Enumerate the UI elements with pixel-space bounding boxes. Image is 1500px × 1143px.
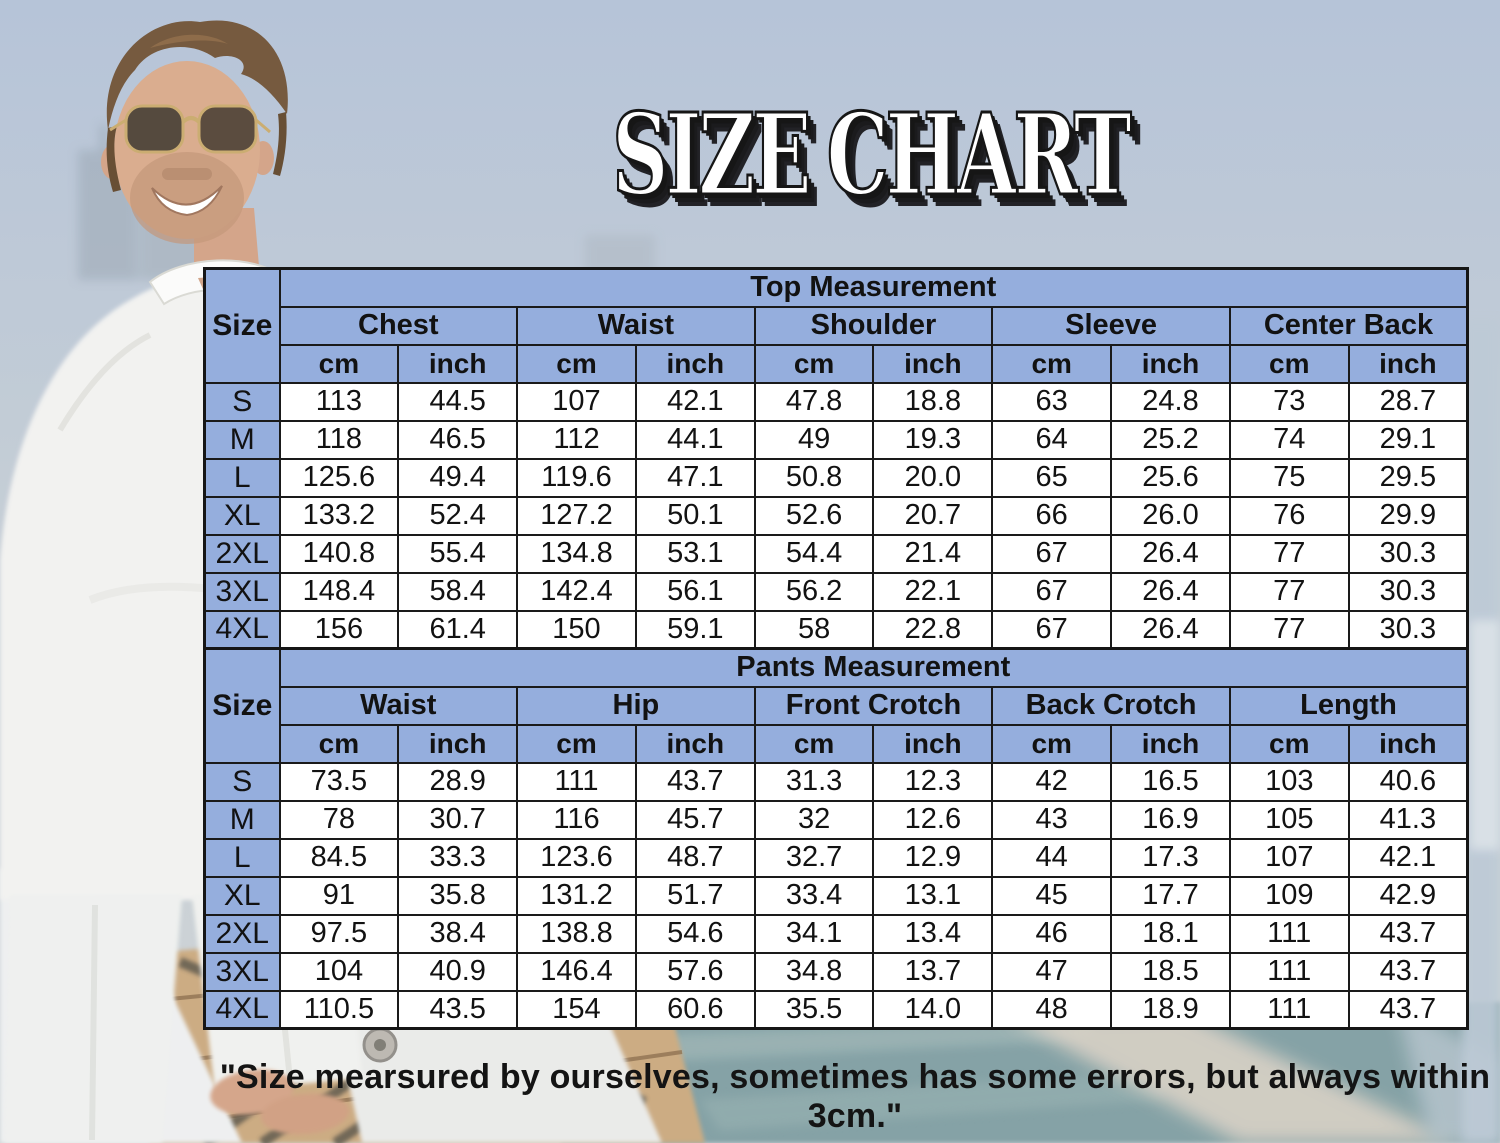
measurement-cell: 76	[1230, 497, 1349, 535]
measurement-cell: 116	[517, 801, 636, 839]
measurement-cell: 44.5	[398, 383, 517, 421]
measurement-cell: 22.8	[873, 611, 992, 649]
measurement-cell: 34.8	[755, 953, 874, 991]
table-row	[205, 839, 1468, 877]
unit-header-cm: cm	[992, 345, 1111, 383]
measurement-cell: 28.9	[398, 763, 517, 801]
measurement-cell: 73	[1230, 383, 1349, 421]
measurement-cell: 47.1	[636, 459, 755, 497]
measurement-cell: 138.8	[517, 915, 636, 953]
measurement-cell: 17.7	[1111, 877, 1230, 915]
group-header: Front Crotch	[755, 687, 993, 725]
group-header: Length	[1230, 687, 1468, 725]
measurement-cell: 29.5	[1349, 459, 1468, 497]
measurement-cell: 111	[1230, 953, 1349, 991]
unit-header-cm: cm	[517, 725, 636, 763]
measurement-cell: 52.4	[398, 497, 517, 535]
table-row	[205, 459, 1468, 497]
size-column-header: Size	[205, 649, 280, 763]
measurement-cell: 150	[517, 611, 636, 649]
measurement-cell: 46.5	[398, 421, 517, 459]
unit-header-inch: inch	[398, 345, 517, 383]
measurement-cell: 53.1	[636, 535, 755, 573]
measurement-cell: 73.5	[280, 763, 399, 801]
measurement-tables	[203, 267, 1469, 1030]
measurement-cell: 12.9	[873, 839, 992, 877]
size-cell: XL	[205, 877, 280, 915]
measurement-cell: 12.3	[873, 763, 992, 801]
measurement-cell: 75	[1230, 459, 1349, 497]
measurement-cell: 107	[517, 383, 636, 421]
measurement-cell: 66	[992, 497, 1111, 535]
group-header: Waist	[280, 687, 518, 725]
unit-row	[205, 345, 1468, 383]
measurement-cell: 43.7	[1349, 953, 1468, 991]
measurement-cell: 107	[1230, 839, 1349, 877]
measurement-cell: 45.7	[636, 801, 755, 839]
unit-header-inch: inch	[1111, 725, 1230, 763]
measurement-cell: 119.6	[517, 459, 636, 497]
size-cell: 2XL	[205, 535, 280, 573]
measurement-cell: 35.5	[755, 991, 874, 1029]
measurement-cell: 35.8	[398, 877, 517, 915]
size-cell: 4XL	[205, 991, 280, 1029]
table-row	[205, 991, 1468, 1029]
unit-header-inch: inch	[398, 725, 517, 763]
measurement-cell: 125.6	[280, 459, 399, 497]
measurement-cell: 64	[992, 421, 1111, 459]
measurement-cell: 74	[1230, 421, 1349, 459]
measurement-cell: 48	[992, 991, 1111, 1029]
measurement-cell: 49	[755, 421, 874, 459]
measurement-cell: 57.6	[636, 953, 755, 991]
measurement-cell: 42	[992, 763, 1111, 801]
unit-row	[205, 725, 1468, 763]
measurement-cell: 50.1	[636, 497, 755, 535]
measurement-cell: 47.8	[755, 383, 874, 421]
measurement-cell: 40.6	[1349, 763, 1468, 801]
measurement-cell: 123.6	[517, 839, 636, 877]
measurement-cell: 133.2	[280, 497, 399, 535]
size-cell: S	[205, 383, 280, 421]
unit-header-inch: inch	[1111, 345, 1230, 383]
group-row	[205, 687, 1468, 725]
size-column-header: Size	[205, 269, 280, 383]
measurement-cell: 127.2	[517, 497, 636, 535]
group-header: Center Back	[1230, 307, 1468, 345]
unit-header-cm: cm	[755, 725, 874, 763]
measurement-cell: 42.1	[1349, 839, 1468, 877]
measurement-cell: 20.0	[873, 459, 992, 497]
measurement-cell: 47	[992, 953, 1111, 991]
measurement-cell: 142.4	[517, 573, 636, 611]
measurement-cell: 103	[1230, 763, 1349, 801]
group-row	[205, 307, 1468, 345]
measurement-cell: 67	[992, 535, 1111, 573]
measurement-cell: 48.7	[636, 839, 755, 877]
measurement-cell: 30.3	[1349, 535, 1468, 573]
measurement-cell: 29.1	[1349, 421, 1468, 459]
unit-header-cm: cm	[1230, 345, 1349, 383]
measurement-cell: 109	[1230, 877, 1349, 915]
measurement-cell: 67	[992, 611, 1111, 649]
measurement-cell: 43.7	[636, 763, 755, 801]
measurement-cell: 18.9	[1111, 991, 1230, 1029]
measurement-cell: 91	[280, 877, 399, 915]
section-row	[205, 269, 1468, 307]
measurement-cell: 77	[1230, 535, 1349, 573]
measurement-cell: 30.7	[398, 801, 517, 839]
table-row	[205, 915, 1468, 953]
size-cell: M	[205, 801, 280, 839]
measurement-cell: 50.8	[755, 459, 874, 497]
measurement-cell: 41.3	[1349, 801, 1468, 839]
measurement-cell: 25.2	[1111, 421, 1230, 459]
measurement-cell: 51.7	[636, 877, 755, 915]
measurement-cell: 60.6	[636, 991, 755, 1029]
measurement-cell: 146.4	[517, 953, 636, 991]
measurement-cell: 110.5	[280, 991, 399, 1029]
pants-measurement-table	[203, 647, 1469, 1030]
table-row	[205, 801, 1468, 839]
measurement-cell: 16.5	[1111, 763, 1230, 801]
measurement-cell: 30.3	[1349, 573, 1468, 611]
measurement-cell: 104	[280, 953, 399, 991]
measurement-cell: 33.3	[398, 839, 517, 877]
measurement-cell: 78	[280, 801, 399, 839]
measurement-cell: 26.4	[1111, 535, 1230, 573]
measurement-cell: 25.6	[1111, 459, 1230, 497]
measurement-cell: 63	[992, 383, 1111, 421]
page-title: SIZE CHART	[612, 90, 1129, 221]
unit-header-inch: inch	[636, 345, 755, 383]
measurement-cell: 42.1	[636, 383, 755, 421]
unit-header-cm: cm	[280, 725, 399, 763]
measurement-cell: 65	[992, 459, 1111, 497]
group-header: Sleeve	[992, 307, 1230, 345]
table-row	[205, 573, 1468, 611]
measurement-cell: 59.1	[636, 611, 755, 649]
measurement-cell: 42.9	[1349, 877, 1468, 915]
measurement-cell: 20.7	[873, 497, 992, 535]
measurement-cell: 54.6	[636, 915, 755, 953]
unit-header-inch: inch	[636, 725, 755, 763]
measurement-cell: 28.7	[1349, 383, 1468, 421]
measurement-cell: 43.7	[1349, 991, 1468, 1029]
measurement-cell: 13.7	[873, 953, 992, 991]
unit-header-cm: cm	[517, 345, 636, 383]
measurement-cell: 97.5	[280, 915, 399, 953]
measurement-cell: 18.1	[1111, 915, 1230, 953]
measurement-cell: 43.5	[398, 991, 517, 1029]
measurement-cell: 49.4	[398, 459, 517, 497]
size-cell: M	[205, 421, 280, 459]
group-header: Back Crotch	[992, 687, 1230, 725]
measurement-cell: 24.8	[1111, 383, 1230, 421]
measurement-cell: 111	[517, 763, 636, 801]
table-row	[205, 611, 1468, 649]
measurement-cell: 77	[1230, 611, 1349, 649]
size-cell: 4XL	[205, 611, 280, 649]
group-header: Hip	[517, 687, 755, 725]
measurement-cell: 14.0	[873, 991, 992, 1029]
measurement-cell: 43	[992, 801, 1111, 839]
measurement-cell: 52.6	[755, 497, 874, 535]
top-measurement-table	[203, 267, 1469, 650]
measurement-cell: 111	[1230, 915, 1349, 953]
size-cell: S	[205, 763, 280, 801]
measurement-cell: 44.1	[636, 421, 755, 459]
measurement-cell: 67	[992, 573, 1111, 611]
caption-text: "Size mearsured by ourselves, sometimes has some errors, but always within 3cm."	[219, 1058, 1491, 1135]
measurement-cell: 32.7	[755, 839, 874, 877]
size-cell: 2XL	[205, 915, 280, 953]
measurement-cell: 30.3	[1349, 611, 1468, 649]
measurement-cell: 61.4	[398, 611, 517, 649]
measurement-cell: 32	[755, 801, 874, 839]
measurement-cell: 18.8	[873, 383, 992, 421]
measurement-cell: 134.8	[517, 535, 636, 573]
measurement-cell: 46	[992, 915, 1111, 953]
measurement-cell: 111	[1230, 991, 1349, 1029]
group-header: Waist	[517, 307, 755, 345]
measurement-cell: 26.0	[1111, 497, 1230, 535]
section-title: Pants Measurement	[280, 649, 1468, 687]
section-row	[205, 649, 1468, 687]
size-cell: 3XL	[205, 573, 280, 611]
measurement-cell: 54.4	[755, 535, 874, 573]
size-cell: L	[205, 459, 280, 497]
group-header: Shoulder	[755, 307, 993, 345]
measurement-cell: 26.4	[1111, 573, 1230, 611]
measurement-cell: 154	[517, 991, 636, 1029]
measurement-cell: 45	[992, 877, 1111, 915]
table-row	[205, 953, 1468, 991]
measurement-cell: 118	[280, 421, 399, 459]
measurement-cell: 84.5	[280, 839, 399, 877]
unit-header-inch: inch	[873, 725, 992, 763]
measurement-cell: 26.4	[1111, 611, 1230, 649]
measurement-cell: 156	[280, 611, 399, 649]
measurement-cell: 12.6	[873, 801, 992, 839]
table-row	[205, 383, 1468, 421]
measurement-cell: 148.4	[280, 573, 399, 611]
measurement-cell: 131.2	[517, 877, 636, 915]
measurement-cell: 13.1	[873, 877, 992, 915]
unit-header-cm: cm	[280, 345, 399, 383]
measurement-cell: 16.9	[1111, 801, 1230, 839]
section-title: Top Measurement	[280, 269, 1468, 307]
measurement-cell: 56.2	[755, 573, 874, 611]
measurement-cell: 55.4	[398, 535, 517, 573]
measurement-cell: 77	[1230, 573, 1349, 611]
unit-header-inch: inch	[1349, 345, 1468, 383]
measurement-cell: 105	[1230, 801, 1349, 839]
measurement-cell: 58.4	[398, 573, 517, 611]
unit-header-cm: cm	[1230, 725, 1349, 763]
measurement-cell: 19.3	[873, 421, 992, 459]
measurement-cell: 58	[755, 611, 874, 649]
measurement-cell: 140.8	[280, 535, 399, 573]
measurement-cell: 21.4	[873, 535, 992, 573]
measurement-cell: 44	[992, 839, 1111, 877]
size-cell: XL	[205, 497, 280, 535]
measurement-cell: 18.5	[1111, 953, 1230, 991]
measurement-cell: 31.3	[755, 763, 874, 801]
measurement-cell: 33.4	[755, 877, 874, 915]
unit-header-cm: cm	[992, 725, 1111, 763]
measurement-cell: 112	[517, 421, 636, 459]
table-row	[205, 421, 1468, 459]
group-header: Chest	[280, 307, 518, 345]
table-row	[205, 763, 1468, 801]
measurement-cell: 29.9	[1349, 497, 1468, 535]
unit-header-inch: inch	[873, 345, 992, 383]
table-row	[205, 877, 1468, 915]
measurement-cell: 34.1	[755, 915, 874, 953]
size-cell: L	[205, 839, 280, 877]
measurement-cell: 38.4	[398, 915, 517, 953]
measurement-cell: 22.1	[873, 573, 992, 611]
measurement-cell: 113	[280, 383, 399, 421]
measurement-cell: 13.4	[873, 915, 992, 953]
table-row	[205, 497, 1468, 535]
unit-header-cm: cm	[755, 345, 874, 383]
measurement-cell: 40.9	[398, 953, 517, 991]
measurement-cell: 43.7	[1349, 915, 1468, 953]
unit-header-inch: inch	[1349, 725, 1468, 763]
table-row	[205, 535, 1468, 573]
size-cell: 3XL	[205, 953, 280, 991]
measurement-cell: 17.3	[1111, 839, 1230, 877]
measurement-cell: 56.1	[636, 573, 755, 611]
